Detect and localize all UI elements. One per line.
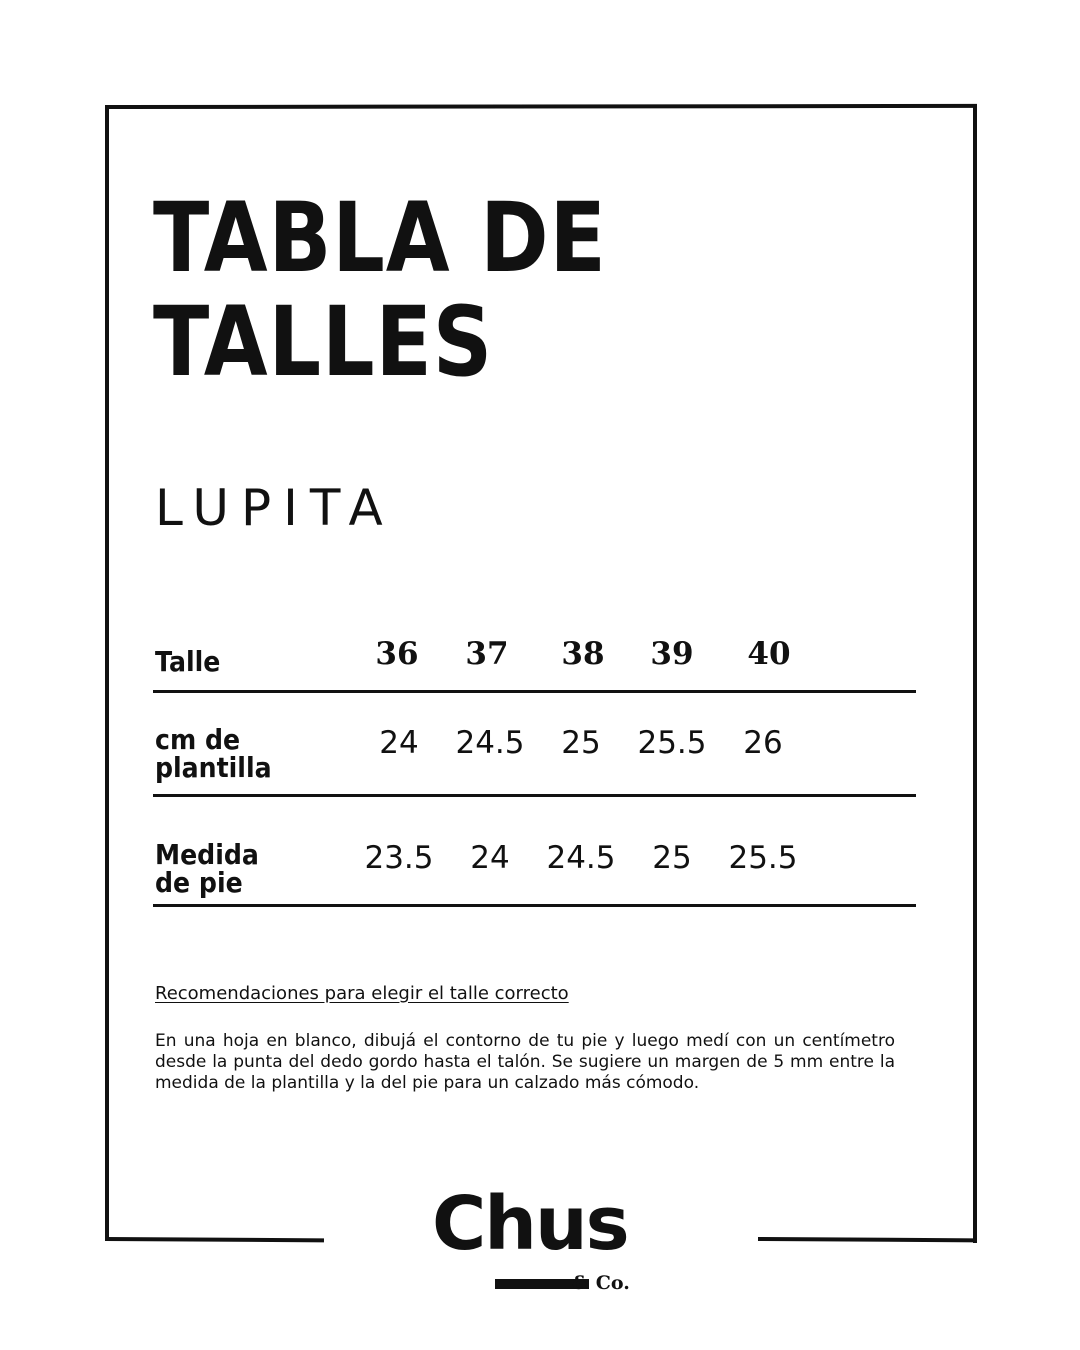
table-cell: 40	[747, 636, 791, 672]
table-cell: 25	[652, 840, 692, 876]
frame-left-line	[105, 105, 109, 1239]
recommendations-text: En una hoja en blanco, dibujá el contorno de tu pie y luego medí con un centímetro desde la punta del dedo gordo hasta el talón. Se sugiere un margen de 5 mm entre la medida de la plantilla y la del pie para un calzado más cómodo.	[155, 1031, 895, 1093]
brand-logo-word: Chus	[432, 1181, 628, 1267]
page-title-line-1: TABLA DE	[153, 182, 607, 294]
table-cell: 25	[561, 725, 601, 761]
brand-logo	[432, 1181, 647, 1304]
row-label-line-2: plantilla	[155, 751, 272, 784]
table-cell: 25.5	[637, 725, 707, 761]
table-cell: 38	[561, 636, 605, 672]
table-cell: 24	[470, 840, 510, 876]
table-cell: 25.5	[728, 840, 798, 876]
table-cell: 24.5	[546, 840, 616, 876]
page-title	[153, 182, 607, 398]
frame-bottom-right-line	[758, 1237, 977, 1242]
recommendations-title: Recomendaciones para elegir el talle correcto	[155, 983, 569, 1004]
table-cell: 24.5	[455, 725, 525, 761]
row-label-line-1: Medida	[155, 838, 259, 871]
row-label-line-2: de pie	[155, 866, 243, 899]
table-row-plantilla	[153, 693, 916, 797]
table-cell: 24	[379, 725, 419, 761]
table-row-talle	[153, 620, 916, 693]
row-label-medida	[155, 838, 281, 899]
page-title-line-2: TALLES	[153, 286, 494, 398]
row-label-plantilla	[155, 723, 281, 784]
brand-logo-sub: & Co.	[572, 1272, 630, 1294]
row-label-line-1: cm de	[155, 723, 241, 756]
row-label-talle: Talle	[155, 645, 221, 678]
size-table	[153, 620, 916, 907]
frame-right-line	[973, 107, 977, 1243]
table-cell: 37	[465, 636, 509, 672]
table-cell: 36	[375, 636, 419, 672]
table-cell: 39	[650, 636, 694, 672]
table-cell: 23.5	[364, 840, 434, 876]
table-cell: 26	[743, 725, 783, 761]
frame-top-line	[105, 104, 977, 109]
product-name: LUPITA	[155, 479, 395, 537]
table-row-medida	[153, 797, 916, 907]
frame-bottom-left-line	[105, 1237, 324, 1242]
